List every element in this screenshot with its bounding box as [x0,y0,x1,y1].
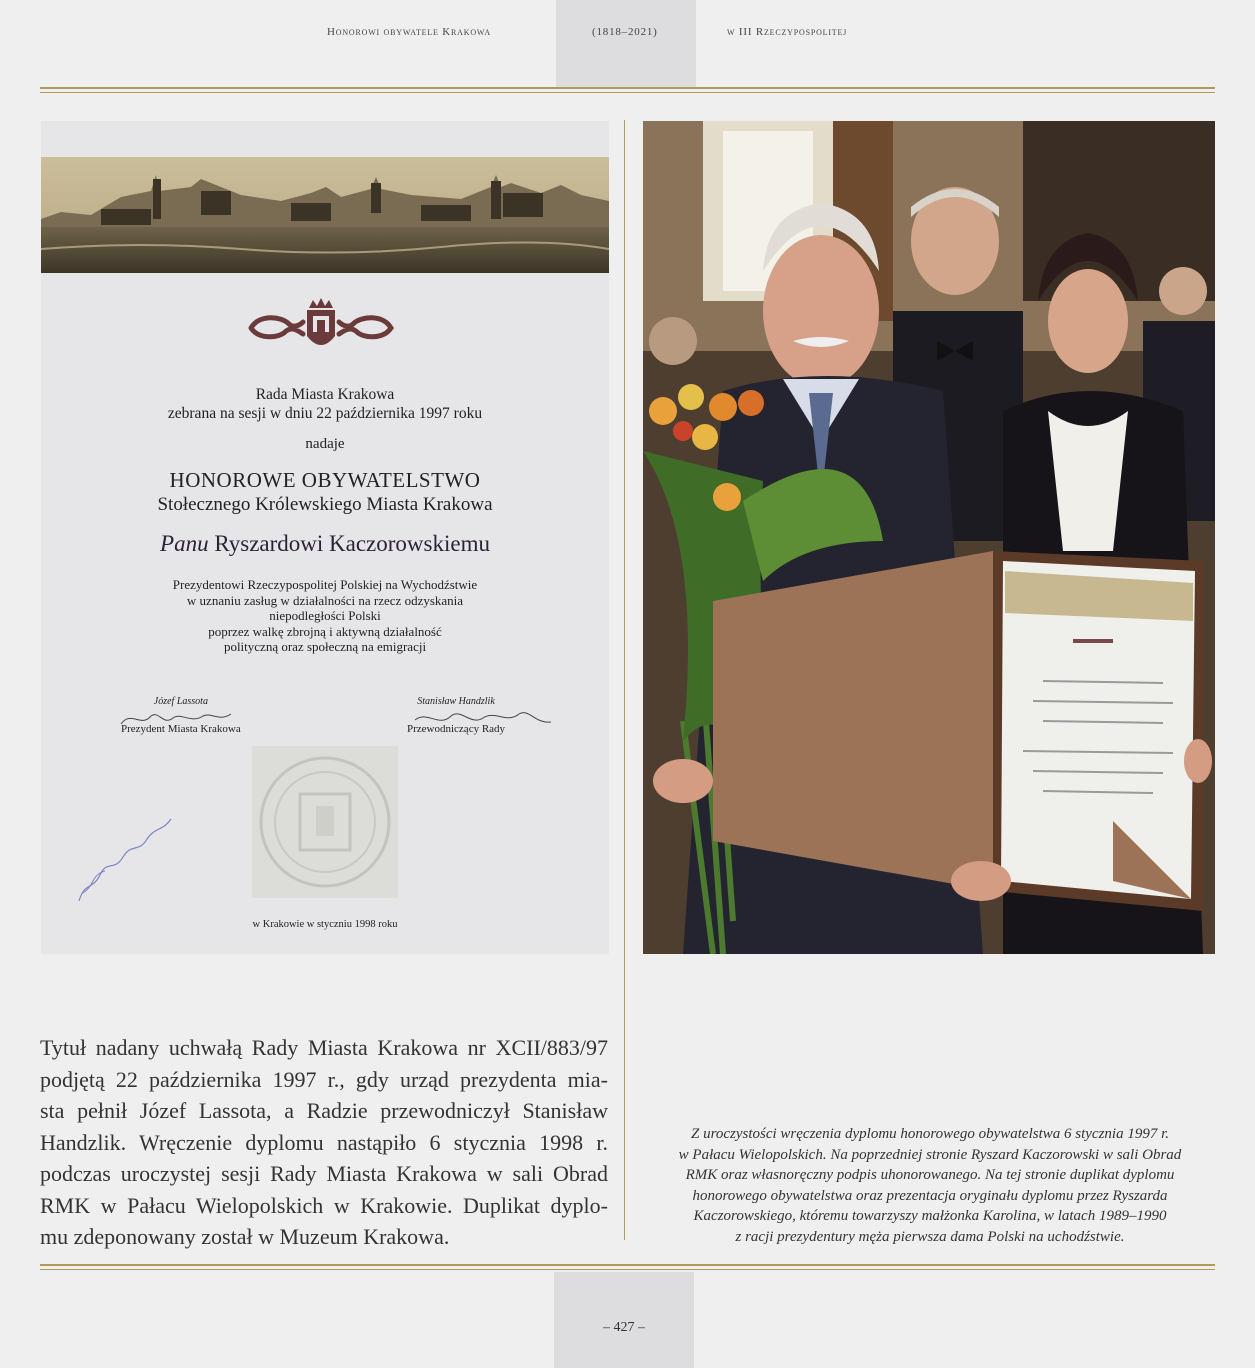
signature-right [407,696,505,735]
handwritten-autograph [71,801,181,911]
page-number: – 427 – [603,1320,645,1335]
place-date: w Krakowie w styczniu 1998 roku [252,919,398,930]
caption-line: RMK oraz własnoręczny podpis uhonorowanego. Na tej stronie duplikat dyplomu [685,1167,1175,1183]
header-left: Honorowi obywatele Krakowa [327,26,491,38]
signer-name: Józef Lassota [153,696,208,707]
handwritten-signature [111,708,251,730]
diploma-line-1: Rada Miasta Krakowa [255,386,395,403]
merit-line: Prezydentowi Rzeczypospolitej Polskiej na Wychodźstwie [172,577,478,592]
body-line: Tytuł nadany uchwałą Rady Miasta Krakowa nr XCII/883/97 [40,1035,608,1060]
diploma-recipient [41,531,609,557]
top-rule [40,87,1215,93]
caption-line: Kaczorowskiego, któremu towarzyszy małżonka Karolina, w latach 1989–1990 [693,1208,1167,1224]
signer-title: Przewodniczący Rady [407,723,506,735]
photo-caption [640,1124,1220,1247]
header-center: (1818–2021) [592,26,658,38]
diploma-subtitle: Stołecznego Królewskiego Miasta Krakowa [157,494,493,515]
signature-left [121,696,241,735]
body-line: podjętą 22 października 1997 r., gdy urząd prezydenta mia- [40,1066,608,1092]
caption-line: Z uroczystości wręczenia dyplomu honorowego obywatelstwa 6 stycznia 1997 r. [690,1126,1170,1142]
caption-line: w Pałacu Wielopolskich. Na poprzedniej stronie Ryszard Kaczorowski w sali Obrad [678,1146,1182,1163]
diploma-image [41,121,609,954]
recipient-prefix: Panu [160,531,209,556]
diploma-merit [41,577,609,655]
body-paragraph [40,1032,608,1253]
header-band [556,0,696,88]
column-divider [624,120,625,1240]
body-line: Handzlik. Wręczenie dyplomu nastąpiło 6 stycznia 1998 r. [40,1129,608,1155]
merit-line: w uznaniu zasług w działalności na rzecz odzyskania [186,592,464,608]
running-header [0,26,1255,42]
signer-name: Stanisław Handzlik [417,696,495,707]
caption-line: z racji prezydentury męża pierwsza dama Polski na uchodźstwie. [735,1228,1125,1245]
body-line: RMK w Pałacu Wielopolskich w Krakowie. Duplikat dyplo- [40,1192,608,1218]
signer-title: Prezydent Miasta Krakowa [121,723,241,735]
handwritten-signature [411,706,561,730]
embossed-seal [252,746,398,898]
diploma-line-2: zebrana na sesji w dniu 22 października 1997 roku [167,405,483,422]
recipient-name: Ryszardowi Kaczorowskiemu [214,531,490,556]
diploma-title: HONOROWE OBYWATELSTWO [169,468,481,492]
caption-line: honorowego obywatelstwa oraz prezentacja oryginału dyplomu przez Ryszarda [692,1187,1168,1204]
body-line: sta pełnił Józef Lassota, a Radzie przewodniczył Stanisław [40,1098,608,1123]
ceremony-photo-image [643,121,1215,954]
merit-line: poprzez walkę zbrojną i aktywną działalność [208,623,442,639]
ceremony-photograph [643,121,1215,954]
diploma-line-3: nadaje [305,436,345,452]
bottom-rule [40,1264,1215,1270]
body-line: mu zdeponowany został w Muzeum Krakowa. [40,1224,450,1249]
merit-line: polityczną oraz społeczną na emigracji [223,639,427,654]
krakow-crest-icon [241,296,401,358]
header-right: w III Rzeczypospolitej [727,26,848,38]
body-line: podczas uroczystej sesji Rady Miasta Krakowa w sali Obrad [40,1161,608,1186]
krakow-panorama [41,157,609,273]
merit-line: niepodległości Polski [269,608,381,623]
